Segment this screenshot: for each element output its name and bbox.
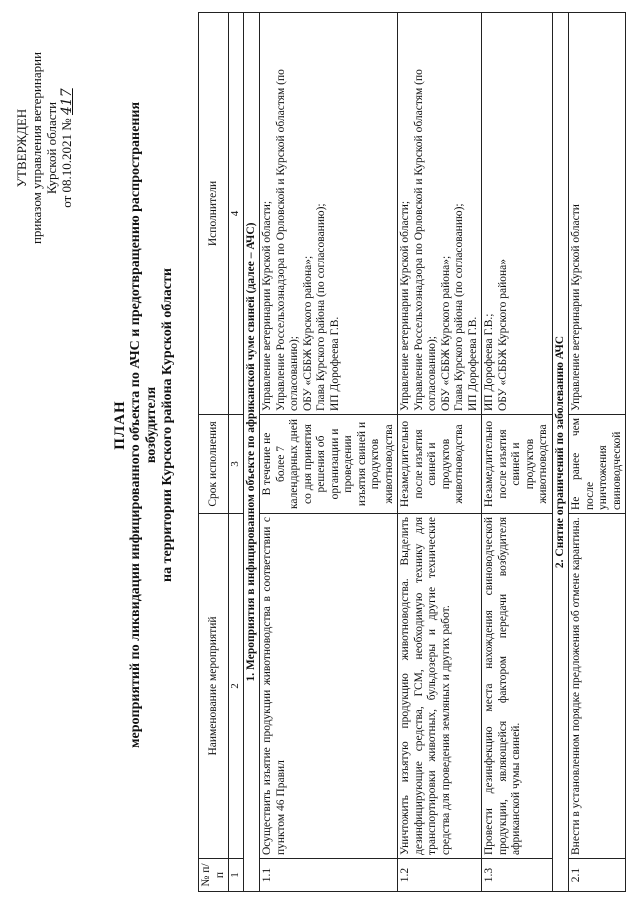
row-measure: Уничтожить изъятую продукцию животноводства. Выделить дезинфицирующие средства, ГСМ, необходимую технику для транспортировки животных, бульдозеры и другие технические средства для проведения земляных и других работ. — [398, 514, 482, 859]
row-term: Не ранее чем после уничтожения свиноводческой — [569, 415, 626, 514]
executor: Управление ветеринарии Курской области; — [399, 200, 411, 411]
header-term: Срок исполнения — [199, 415, 229, 514]
executor: Глава Курского района (по согласованию); — [453, 203, 465, 411]
executor: ИП Дорофеева Г.В. — [466, 316, 479, 411]
row-executors — [398, 13, 482, 415]
column-index-row — [229, 13, 244, 892]
column-index: 2 — [229, 514, 244, 859]
title-line-1: мероприятий по ликвидации инфицированного объекта по АЧС и предотвращению распространения возбудителя — [128, 101, 159, 749]
approval-line-4 — [59, 38, 75, 258]
executor: Управление Россельхознадзора по Орловской и Курской областям (по согласованию); — [412, 69, 438, 411]
row-term: Незамедлительно после изъятия свиней и продуктов животноводства — [398, 415, 482, 514]
table-row — [260, 13, 398, 892]
approval-line-3: Курской области — [44, 101, 59, 195]
executor: Глава Курского района (по согласованию); — [315, 203, 327, 411]
plan-table-body — [199, 13, 626, 892]
table-row — [482, 13, 553, 892]
table-row — [398, 13, 482, 892]
table-header-row — [199, 13, 229, 892]
executor: Управление ветеринарии Курской области — [570, 204, 582, 411]
column-index: 1 — [229, 859, 244, 892]
executor: ИП Дорофеева Г.В.; — [483, 313, 495, 411]
row-term: В течение не более 7 календарных дней со дня принятия решения об организации и проведении изъятия свиней и продуктов животноводства — [260, 415, 398, 514]
row-number: 1.1 — [260, 859, 398, 892]
approval-stamp — [14, 38, 75, 258]
plan-table — [198, 12, 626, 892]
section-title: 2. Снятие ограничений по заболеванию АЧС — [552, 13, 569, 892]
section-row — [243, 13, 260, 892]
row-number: 1.3 — [482, 859, 553, 892]
header-num: № п/п — [199, 859, 229, 892]
approval-order-number: 417 — [59, 88, 75, 116]
approval-line-2: приказом управления ветеринарии — [29, 51, 44, 245]
row-executors — [569, 13, 626, 415]
approval-line-1: УТВЕРЖДЕН — [14, 108, 29, 188]
section-row — [552, 13, 569, 892]
row-measure: Осуществить изъятие продукции животноводства в соответствии с пунктом 46 Правил — [260, 514, 398, 859]
row-number: 2.1 — [569, 859, 626, 892]
document-title — [112, 75, 176, 775]
row-measure: Внести в установленном порядке предложения об отмене карантина. — [569, 514, 626, 859]
executor: Управление Россельхознадзора по Орловской и Курской областям (по согласованию); — [274, 69, 300, 411]
header-executors: Исполнители — [199, 13, 229, 415]
executor: Управление ветеринарии Курской области; — [261, 200, 273, 411]
row-executors — [260, 13, 398, 415]
title-heading: ПЛАН — [112, 400, 128, 450]
executor: ОБУ «СББЖ Курского района»; — [301, 255, 314, 411]
title-line-2: на территории Курского района Курской области — [160, 268, 175, 582]
executor: ОБУ «СББЖ Курского района» — [496, 258, 509, 411]
approval-date: от 08.10.2021 № — [59, 118, 74, 208]
header-name: Наименование мероприятий — [199, 514, 229, 859]
table-row — [569, 13, 626, 892]
executor: ОБУ «СББЖ Курского района»; — [439, 255, 452, 411]
executor: ИП Дорофеева Г.В. — [328, 316, 341, 411]
row-executors — [482, 13, 553, 415]
column-index: 4 — [229, 13, 244, 415]
row-term: Незамедлительно после изъятия свиней и продуктов животноводства — [482, 415, 553, 514]
row-number: 1.2 — [398, 859, 482, 892]
section-title: 1. Мероприятия в инфицированном объекте по африканской чуме свиней (далее – АЧС) — [243, 13, 260, 892]
row-measure: Провести дезинфекцию места нахождения свиноводческой продукции, являющейся фактором передачи возбудителя африканской чумы свиней. — [482, 514, 553, 859]
column-index: 3 — [229, 415, 244, 514]
